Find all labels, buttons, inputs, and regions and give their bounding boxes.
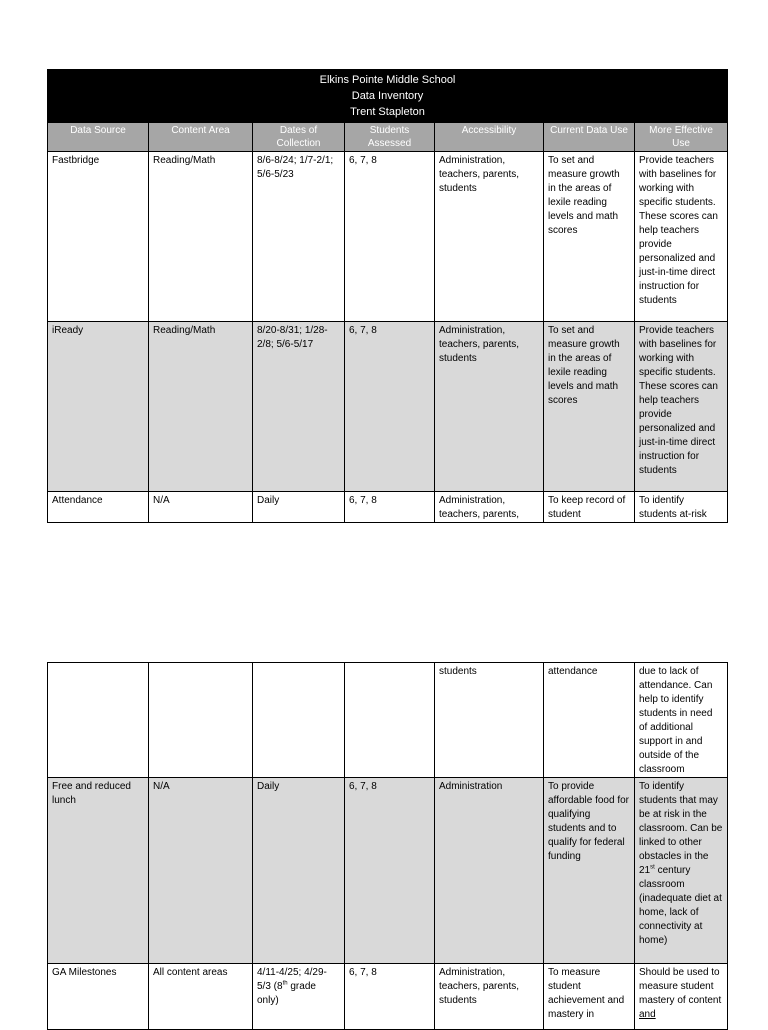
- cell-source: Attendance: [48, 492, 149, 523]
- table-title: [48, 70, 728, 123]
- ordinal-suffix: th: [282, 980, 288, 987]
- effective-text-a: Should be used to measure student mastery of content: [639, 967, 722, 1006]
- cell-students: 6, 7, 8: [345, 778, 435, 964]
- cell-students: 6, 7, 8: [345, 152, 435, 322]
- cell-current: To measure student achievement and mastery in: [544, 964, 635, 1030]
- cell-content: Reading/Math: [149, 322, 253, 492]
- cell-students: 6, 7, 8: [345, 964, 435, 1030]
- cell-content: [149, 663, 253, 778]
- table-row: [48, 663, 728, 778]
- cell-dates: 8/20-8/31; 1/28-2/8; 5/6-5/17: [253, 322, 345, 492]
- table-row: [48, 322, 728, 492]
- cell-dates: Daily: [253, 492, 345, 523]
- data-inventory-table-page1: [47, 69, 727, 523]
- effective-text-b: century classroom (inadequate diet at home, lack of connectivity at home): [639, 865, 722, 946]
- header-effective-use: More Effective Use: [635, 123, 728, 152]
- header-accessibility: Accessibility: [435, 123, 544, 152]
- cell-effective: To identify students at-risk: [635, 492, 728, 523]
- cell-effective: Provide teachers with baselines for working with specific students. These scores can help teachers provide personalized and just-in-time direct instruction for students: [635, 152, 728, 322]
- cell-access: Administration: [435, 778, 544, 964]
- cell-access: Administration, teachers, parents, students: [435, 322, 544, 492]
- cell-current: To provide affordable food for qualifying students and to qualify for federal funding: [544, 778, 635, 964]
- dates-text-a: 4/11-4/25; 4/29-5/3 (8: [257, 967, 327, 992]
- cell-source: Free and reduced lunch: [48, 778, 149, 964]
- table-row: [48, 778, 728, 964]
- header-students: Students Assessed: [345, 123, 435, 152]
- table-title-row: [48, 70, 728, 123]
- cell-dates: Daily: [253, 778, 345, 964]
- cell-students: 6, 7, 8: [345, 322, 435, 492]
- cell-current: To set and measure growth in the areas of lexile reading levels and math scores: [544, 152, 635, 322]
- table-row: [48, 964, 728, 1030]
- cell-students: 6, 7, 8: [345, 492, 435, 523]
- cell-content: All content areas: [149, 964, 253, 1030]
- cell-access: students: [435, 663, 544, 778]
- header-current-use: Current Data Use: [544, 123, 635, 152]
- table-row: [48, 152, 728, 322]
- underlined-word: and: [639, 1009, 656, 1020]
- data-inventory-table-continued: [47, 662, 728, 1030]
- header-content-area: Content Area: [149, 123, 253, 152]
- ordinal-suffix: st: [650, 864, 655, 871]
- column-header-row: [48, 123, 728, 152]
- cell-effective: [635, 964, 728, 1030]
- cell-dates: [253, 663, 345, 778]
- document-title: Data Inventory: [351, 90, 424, 102]
- cell-source: [48, 663, 149, 778]
- cell-effective: Provide teachers with baselines for working with specific students. These scores can help teachers provide personalized and just-in-time direct instruction for students: [635, 322, 728, 492]
- cell-content: N/A: [149, 492, 253, 523]
- cell-access: Administration, teachers, parents,: [435, 492, 544, 523]
- table-row: [48, 492, 728, 523]
- cell-current: To set and measure growth in the areas of lexile reading levels and math scores: [544, 322, 635, 492]
- school-name: Elkins Pointe Middle School: [319, 74, 456, 86]
- dates-text-b: grade only): [257, 981, 316, 1006]
- cell-access: Administration, teachers, parents, students: [435, 964, 544, 1030]
- header-data-source: Data Source: [48, 123, 149, 152]
- cell-content: Reading/Math: [149, 152, 253, 322]
- cell-access: Administration, teachers, parents, students: [435, 152, 544, 322]
- cell-source: GA Milestones: [48, 964, 149, 1030]
- cell-dates: [253, 964, 345, 1030]
- cell-current: To keep record of student: [544, 492, 635, 523]
- cell-source: Fastbridge: [48, 152, 149, 322]
- data-inventory-table-page2: [47, 662, 727, 1030]
- cell-current: attendance: [544, 663, 635, 778]
- cell-dates: 8/6-8/24; 1/7-2/1; 5/6-5/23: [253, 152, 345, 322]
- author-name: Trent Stapleton: [350, 106, 425, 118]
- data-inventory-table: [47, 69, 728, 523]
- cell-source: iReady: [48, 322, 149, 492]
- header-dates: Dates of Collection: [253, 123, 345, 152]
- cell-effective: [635, 778, 728, 964]
- cell-students: [345, 663, 435, 778]
- effective-text-a: To identify students that may be at risk in the classroom. Can be linked to other obstacles in the 21: [639, 781, 723, 876]
- cell-content: N/A: [149, 778, 253, 964]
- cell-effective: due to lack of attendance. Can help to identify students in need of additional support in and outside of the classroom: [635, 663, 728, 778]
